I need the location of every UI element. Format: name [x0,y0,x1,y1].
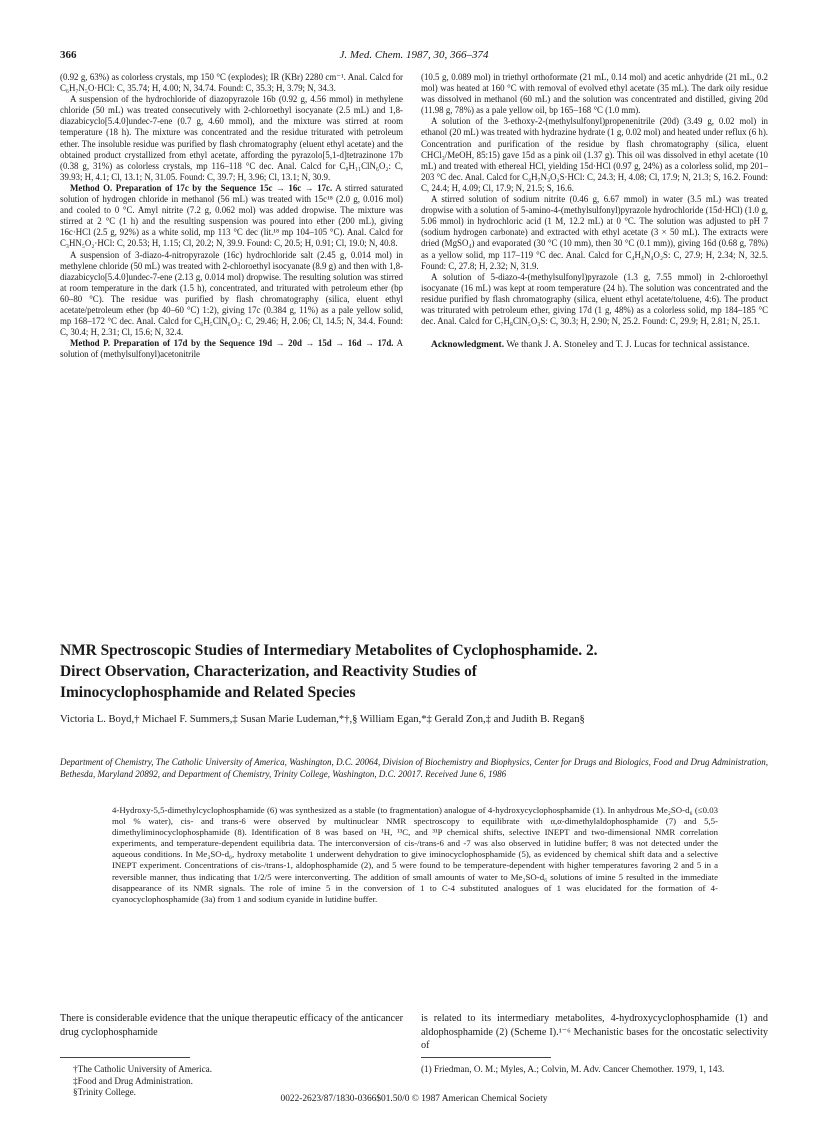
reference: (1) Friedman, O. M.; Myles, A.; Colvin, M. Adv. Cancer Chemother. 1979, 1, 143. [421,1064,725,1074]
paragraph: (10.5 g, 0.089 mol) in triethyl orthoformate (21 mL, 0.14 mol) and acetic anhydride (21 mL, 0.2 mol) was heated at 160 °C with removal of evolved ethyl acetate (35 mL). The dark oily residue was dissolved in methanol (60 mL) and the solution was concentrated and distilled, giving 20d (11.98 g, 78%) as a pale yellow oil, bp 165–168 °C (1.0 mm). [421,72,768,116]
acknowledgment [421,339,768,351]
footnote: ‡Food and Drug Administration. [73,1075,193,1086]
affiliations: Department of Chemistry, The Catholic University of America, Washington, D.C. 20064, Division of Biochemistry and Biophysics, Center for Drugs and Biologics, Food and Drug Administration, Bethesda, Maryland 20892, and Department of Chemistry, Trinity College, Washington, D.C. 20017. Received June 6, 1986 [60,757,768,779]
author-list: Victoria L. Boyd,† Michael F. Summers,‡ Susan Marie Ludeman,*†,§ William Egan,*‡ Gerald Zon,‡ and Judith B. Regan§ [60,714,585,725]
right-column-prior-article [421,72,768,351]
paragraph: A stirred solution of sodium nitrite (0.46 g, 6.67 mmol) in water (3.5 mL) was treated dropwise with a solution of 5-amino-4-(methylsulfonyl)pyrazole hydrochloride (15d·HCl) (1.0 g, 5.06 mmol) in hydrochloric acid (1 M, 12.2 mL) at 0 °C. The solution was adjusted to pH 7 (sodium hydrogen carbonate) and extracted with ethyl acetate (3 × 50 mL). The extracts were dried (MgSO₄) and evaporated (30 °C (10 mm), then 30 °C (0.1 mm)), giving 16d (0.68 g, 78%) as a yellow solid, mp 117–119 °C dec. Anal. Calcd for C₄H₄N₄O₂S: C, 27.9; H, 2.34; N, 32.5. Found: C, 27.8; H, 2.32; N, 31.9. [421,194,768,271]
page-number: 366 [60,49,77,61]
paragraph: A solution of the 3-ethoxy-2-(methylsulfonyl)propenenitrile (20d) (3.49 g, 0.02 mol) in ethanol (20 mL) was treated with hydrazine hydrate (1 g, 0.02 mol) and heated under reflux (6 h). Concentration and purification of the residue by flash chromatography (silica, eluent CHCl₃/MeOH, 85:15) gave 15d as a pink oil (1.37 g). This oil was dissolved in ethyl acetate (10 mL) and treated with ethereal HCl, yielding 15d·HCl (0.97 g, 24%) as a colorless solid, mp 201–203 °C dec. Anal. Calcd for C₄H₇N₃O₂S·HCl: C, 24.3; H, 4.08; Cl, 17.9; N, 21.3; S, 16.2. Found: C, 24.4; H, 4.09; Cl, 17.9; N, 21.5; S, 16.6. [421,116,768,193]
copyright-line: 0022-2623/87/1830-0366$01.50/0 © 1987 American Chemical Society [280,1094,548,1104]
method-text: A stirred saturated solution of hydrogen chloride in methanol (56 mL) was treated with 15c¹⁸ (2.0 g, 0.016 mol) and cooled to 0 °C. Amyl nitrite (7.2 g, 0.062 mol) was added dropwise. The mixture was stirred at 2 °C (1 h) and the resulting suspension was poured into ether (200 mL), giving 16c·HCl (2.5 g, 92%) as a white solid, mp 113 °C dec (lit.¹⁸ mp 104–105 °C). Anal. Calcd for C₃HN₅O₂·HCl: C, 20.53; H, 1.15; Cl, 20.2; N, 39.9. Found: C, 20.5; H, 0.91; Cl, 19.0; N, 40.8. [60,182,403,249]
method-heading: Method O. Preparation of 17c by the Sequence 15c → 16c → 17c. [70,182,333,193]
reference-list [421,1064,768,1076]
footnote: †The Catholic University of America. [73,1064,213,1074]
journal-citation: J. Med. Chem. 1987, 30, 366–374 [339,49,489,61]
reference-rule [421,1057,551,1058]
method-heading: Method P. Preparation of 17d by the Sequence 19d → 20d → 15d → 16d → 17d. [70,338,394,349]
title-line: Direct Observation, Characterization, and Reactivity Studies of [60,663,477,680]
abstract: 4-Hydroxy-5,5-dimethylcyclophosphamide (6) was synthesized as a stable (to fragmentation) analogue of 4-hydroxycyclophosphamide (1). In anhydrous Me₂SO-d₆ (≤0.03 mol % water), cis- and trans-6 were observed by multinuclear NMR spectroscopy to equilibrate with α,α-dimethylaldophosphamide (7) and 5,5-dimethyliminocyclophosphamide (8). Identification of 8 was based on ¹H, ¹³C, and ³¹P chemical shifts, selective INEPT and two-dimensional NMR correlation experiments, and temperature-dependent equilibria data. The interconversion of cis-/trans-6 and -7 was also observed in lutidine buffer; 8 was not detected under the aqueous conditions. In Me₂SO-d₆, hydroxy metabolite 1 underwent dehydration to give iminocyclophosphamide (5), as evidenced by chemical shift data and a selective INEPT experiment. Concentrations of cis-/trans-1, aldophosphamide (2), and 5 were found to be temperature-dependent with higher temperatures favoring 2 and 5 in a reversible manner, thus indicating that 1/2/5 were interconverting. The addition of small amounts of water to Me₂SO-d₆ solutions of imine 5 resulted in the immediate disappearance of its NMR signals. The role of imine 5 in the conversion of 1 to C-4 substituted analogues of 1 was elucidated for the formation of 4-cyanocyclophosphamide (3a) from 1 and sodium cyanide in lutidine buffer. [112,805,718,904]
left-column-prior-article [60,72,403,360]
intro-left-column: There is considerable evidence that the unique therapeutic efficacy of the anticancer drug cyclophosphamide [60,1013,403,1038]
paragraph: A solution of 5-diazo-4-(methylsulfonyl)pyrazole (1.3 g, 7.55 mmol) in 2-chloroethyl isocyanate (16 mL) was kept at room temperature (24 h). The solution was concentrated and the residue purified by flash chromatography (silica, eluent ethyl acetate/toluene, 4:6). The product was triturated with petroleum ether, giving 17d (1 g, 48%) as a colorless solid, mp 184–185 °C dec. Anal. Calcd for C₇H₈ClN₅O₃S: C, 30.3; H, 2.90; N, 25.2. Found: C, 29.9; H, 2.81; N, 25.1. [421,271,768,327]
paragraph: A suspension of the hydrochloride of diazopyrazole 16b (0.92 g, 4.56 mmol) in methylene chloride (50 mL) was treated consecutively with 2-chloroethyl isocyanate (2.5 mL) and 1,8-diazabicyclo[5.4.0]undec-7-ene (0.7 g, 4.60 mmol), and the mixture was stirred at room temperature (18 h). The mixture was concentrated and the residue triturated with petroleum ether. The insoluble residue was purified by flash chromatography (eluent ethyl acetate) and the obtained product crystallized from ethyl acetate, affording the pyrazolo[5,1-d]tetrazinone 17b (0.38 g, 31%) as colorless crystals, mp 116–118 °C dec. Anal. Calcd for C₉H₁₁ClN₆O₂: C, 39.93; H, 4.1; Cl, 13.1; N, 31.05. Found: C, 39.7; H, 3.96; Cl, 13.1; N, 30.9. [60,94,403,182]
method-p-paragraph [60,338,403,360]
footnote: §Trinity College. [73,1087,136,1097]
running-header [60,49,768,63]
intro-right-column: is related to its intermediary metabolites, 4-hydroxycyclophosphamide (1) and aldophosphamide (2) (Scheme I).¹⁻⁶ Mechanistic bases for the oncostatic selectivity of [421,1013,768,1051]
footnote-rule [60,1057,190,1058]
acknowledgment-text: We thank J. A. Stoneley and T. J. Lucas for technical assistance. [504,340,750,351]
paragraph: (0.92 g, 63%) as colorless crystals, mp 150 °C (explodes); IR (KBr) 2280 cm⁻¹. Anal. Calcd for C₆H₇N₅O·HCl: C, 35.74; H, 4.00; N, 34.74. Found: C, 35.3; H, 3.79; N, 34.3. [60,72,403,94]
title-line: NMR Spectroscopic Studies of Intermediary Metabolites of Cyclophosphamide. 2. [60,642,598,659]
title-line: Iminocyclophosphamide and Related Species [60,684,356,701]
method-text: A solution of (methylsulfonyl)acetonitrile [60,338,403,360]
paragraph: A suspension of 3-diazo-4-nitropyrazole (16c) hydrochloride salt (2.45 g, 0.014 mol) in methylene chloride (50 mL) was treated with 2-chloroethyl isocyanate (8.9 g) and then with 1,8-diazabicyclo[5.4.0]undec-7-ene (2.13 g, 0.014 mol) dropwise. The resulting solution was stirred at room temperature in the dark (1.5 h), concentrated, and triturated with petroleum ether (bp 60–80 °C). The residue was purified by flash chromatography (silica, eluent ethyl acetate/petroleum ether (bp 40–60 °C) 1:2), giving 17c (0.384 g, 11%) as a pale yellow solid, mp 168–172 °C dec. Anal. Calcd for C₆H₅ClN₆O₃: C, 29.46; H, 2.06; Cl, 14.5; N, 34.4. Found: C, 30.4; H, 2.31; Cl, 15.6; N, 32.4. [60,249,403,338]
method-o-paragraph [60,183,403,250]
acknowledgment-heading: Acknowledgment. [431,340,505,351]
article-title [60,640,768,703]
